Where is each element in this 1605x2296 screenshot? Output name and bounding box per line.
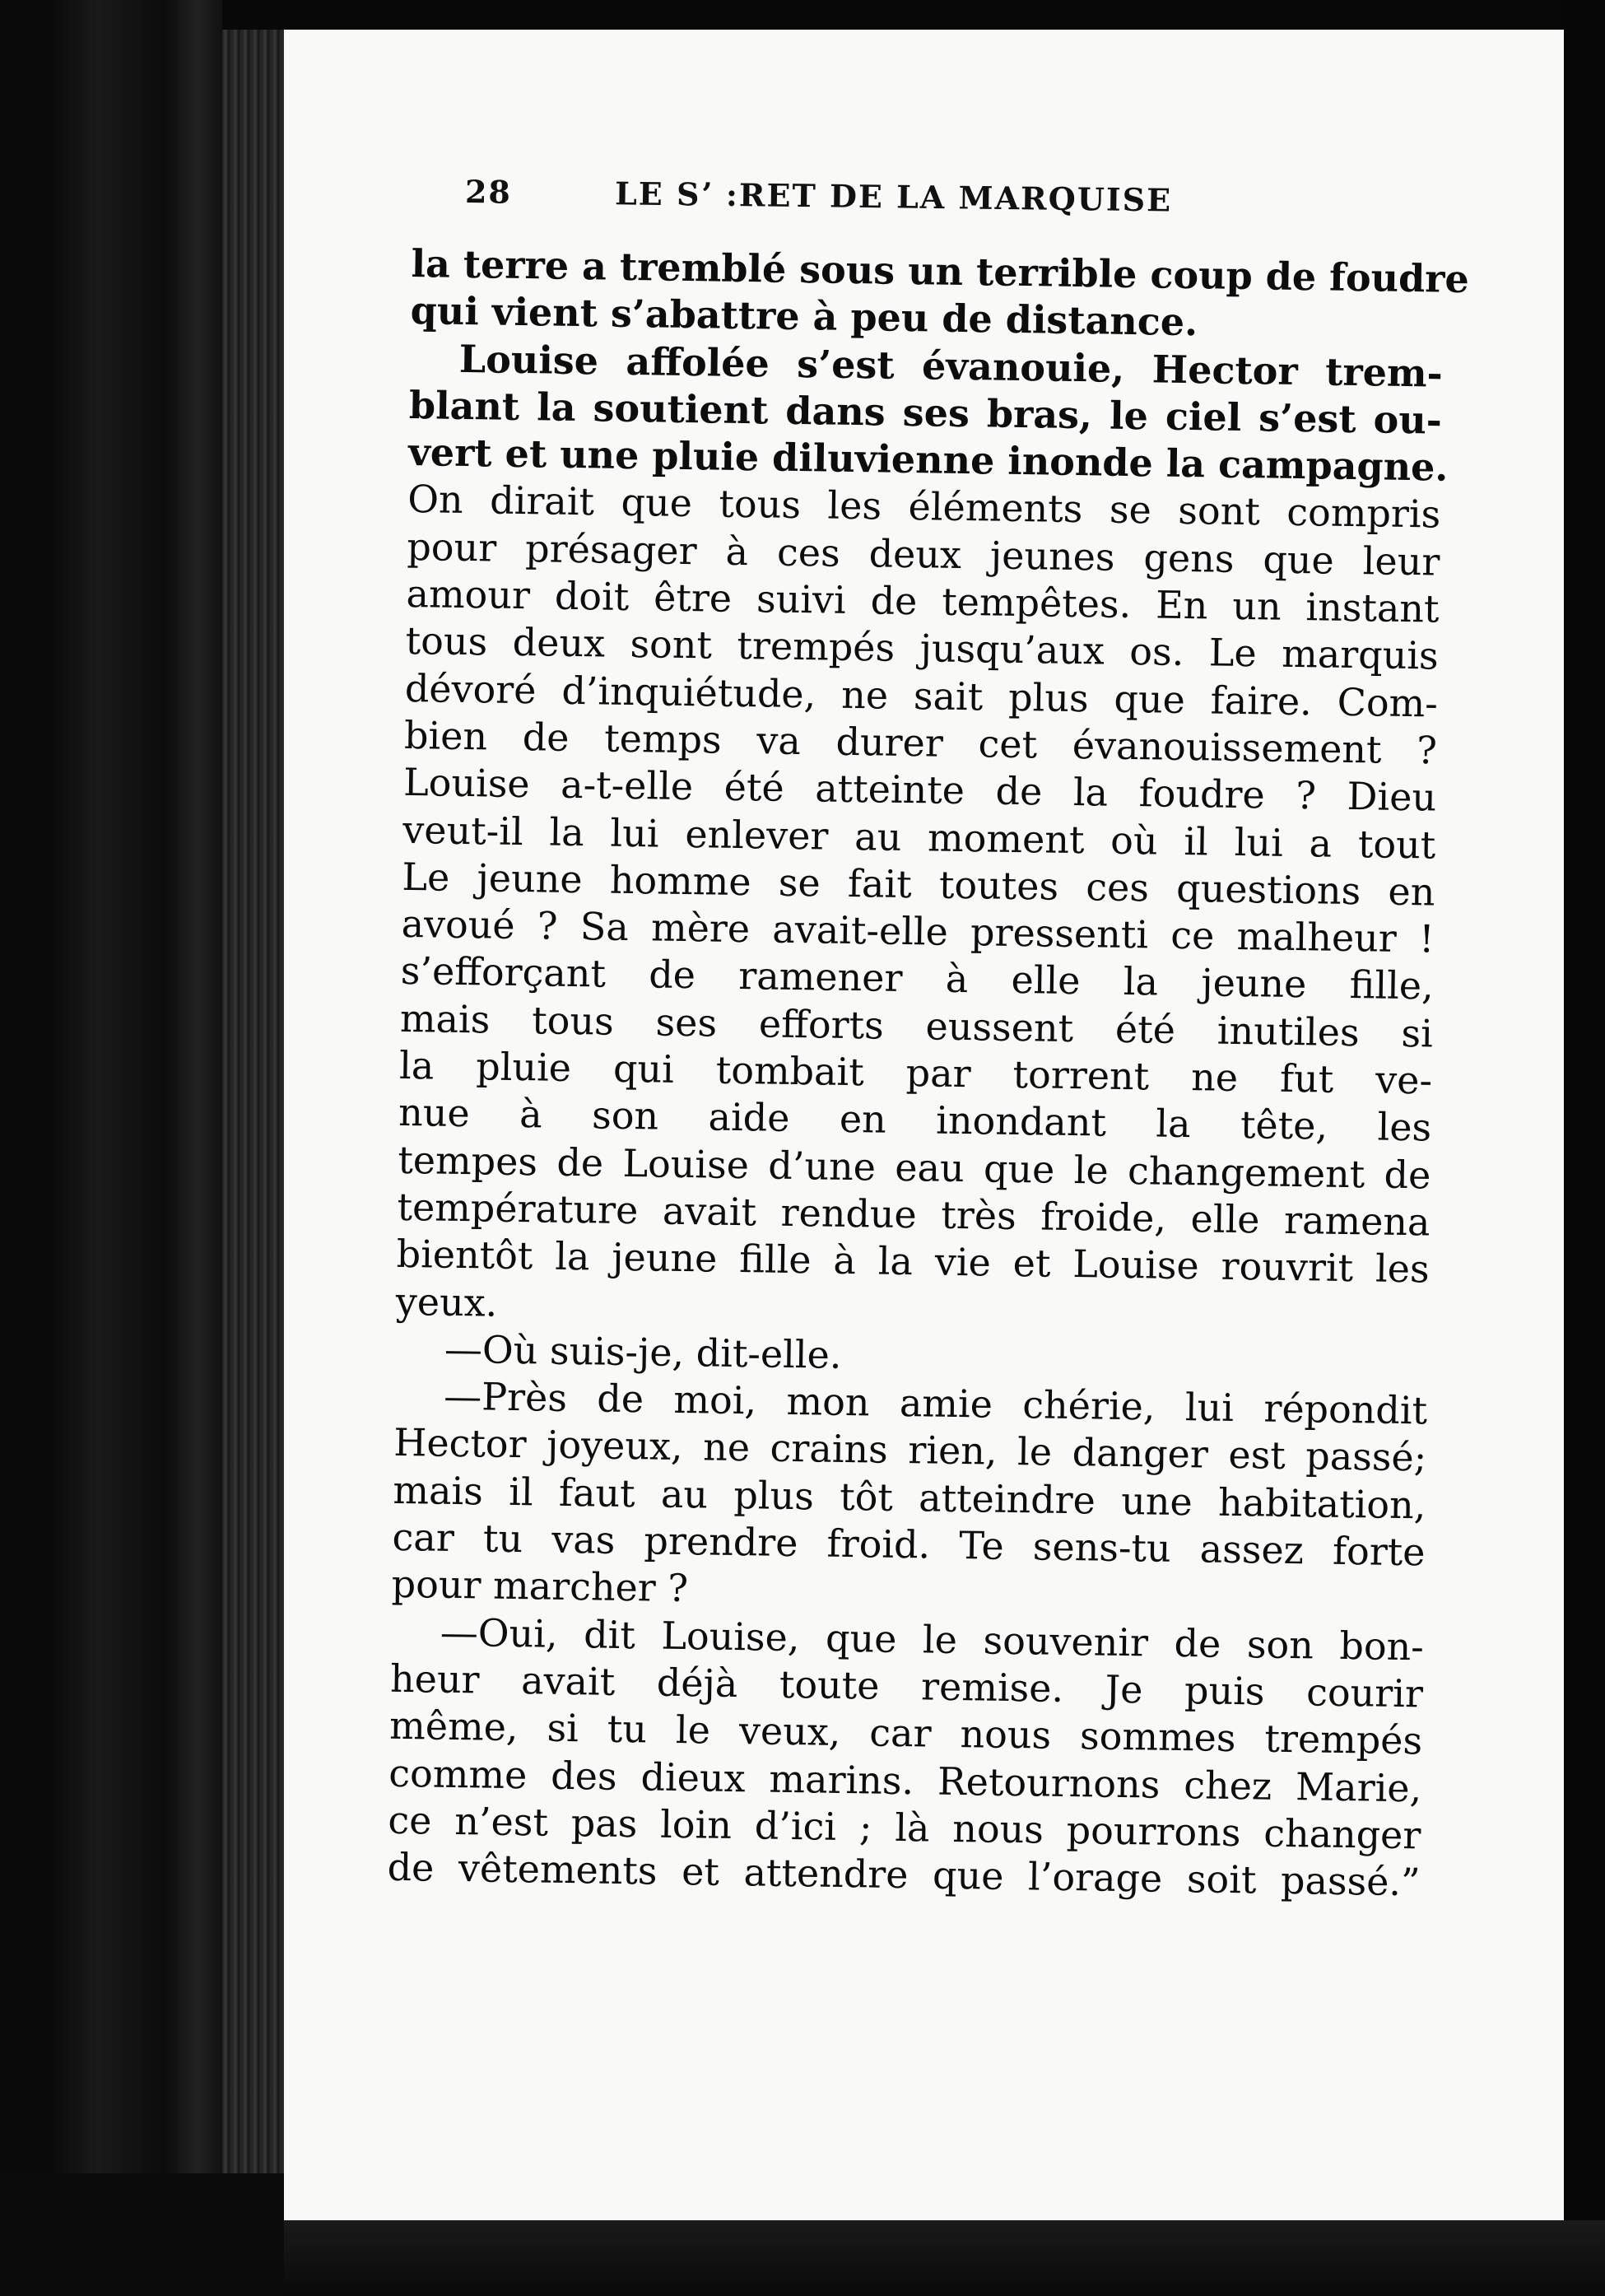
text-line: Le jeune homme se fait toutes ces questions en <box>402 854 1435 915</box>
text-line: tempes de Louise d’une eau que le changement de <box>398 1137 1431 1198</box>
text-line: pour marcher ? <box>391 1562 689 1611</box>
text-line: température avait rendue très froide, elle ramena <box>397 1184 1431 1245</box>
body-text <box>387 240 1470 1907</box>
text-line: avoué ? Sa mère avait-elle pressenti ce malheur ! <box>401 901 1435 962</box>
text-line: comme des dieux marins. Retournons chez Marie, <box>388 1750 1422 1810</box>
page-edges <box>222 30 284 2178</box>
text-line: pour présager à ces deux jeunes gens que leur <box>407 524 1440 584</box>
text-line: bien de temps va durer cet évanouissement ? <box>403 712 1438 773</box>
text-line: mais il faut au plus tôt atteindre une habitation, <box>393 1467 1426 1528</box>
text-line: de vêtements et attendre que l’orage soit passé.” <box>387 1844 1421 1905</box>
text-line: heur avait déjà toute remise. Je puis courir <box>389 1656 1424 1716</box>
text-line: amour doit être suivi de tempêtes. En un instant <box>406 571 1440 631</box>
text-line: ce n’est pas loin d’ici ; là nous pourrons changer <box>388 1797 1421 1858</box>
text-line: mais tous ses efforts eussent été inutiles si <box>399 995 1434 1056</box>
text-line: On dirait que tous les éléments se sont compris <box>407 477 1441 538</box>
text-line: veut-il la lui enlever au moment où il lui a tout <box>402 807 1436 868</box>
text-line: bientôt la jeune fille à la vie et Louise rouvrit les <box>396 1232 1430 1292</box>
text-line: Hector joyeux, ne crains rien, le danger est passé; <box>393 1420 1427 1480</box>
text-line: Louise a-t-elle été atteinte de la foudre ? Dieu <box>402 760 1437 820</box>
book-spine-edge <box>0 0 222 2296</box>
running-title: LE Sʼ :RET DE LA MARQUISE <box>614 175 1173 219</box>
text-line: vert et une pluie diluvienne inonde la campagne. <box>407 430 1449 490</box>
scan-border-top <box>0 0 1605 30</box>
text-line: car tu vas prendre froid. Te sens-tu assez forte <box>392 1514 1426 1575</box>
text-line: —Où suis-je, dit-elle. <box>444 1326 842 1377</box>
text-line: blant la soutient dans ses bras, le ciel s’est ou- <box>408 382 1443 443</box>
text-line: nue à son aide en inondant la tête, les <box>398 1090 1432 1150</box>
text-line: tous deux sont trempés jusqu’aux os. Le marquis <box>405 618 1440 678</box>
text-line: —Oui, dit Louise, que le souvenir de son bon- <box>440 1609 1425 1670</box>
text-line: qui vient s’abattre à peu de distance. <box>410 288 1198 345</box>
text-line: —Près de moi, mon amie chérie, lui répondit <box>443 1373 1428 1433</box>
text-line: s’efforçant de ramener à elle la jeune fille, <box>400 948 1435 1008</box>
scan-border-right <box>1564 0 1605 2296</box>
page-number: 28 <box>464 173 513 211</box>
text-line: même, si tu le veux, car nous sommes trempés <box>388 1703 1423 1763</box>
text-line: dévoré d’inquiétude, ne sait plus que faire. Com- <box>404 665 1439 726</box>
text-line: la pluie qui tombait par torrent ne fut ve- <box>398 1042 1433 1103</box>
text-line: la terre a tremblé sous un terrible coup de foudre <box>411 240 1470 302</box>
text-line: yeux. <box>395 1278 498 1325</box>
scan-border-corner <box>0 2173 284 2296</box>
text-line: Louise affolée s’est évanouie, Hector trem- <box>458 336 1444 396</box>
